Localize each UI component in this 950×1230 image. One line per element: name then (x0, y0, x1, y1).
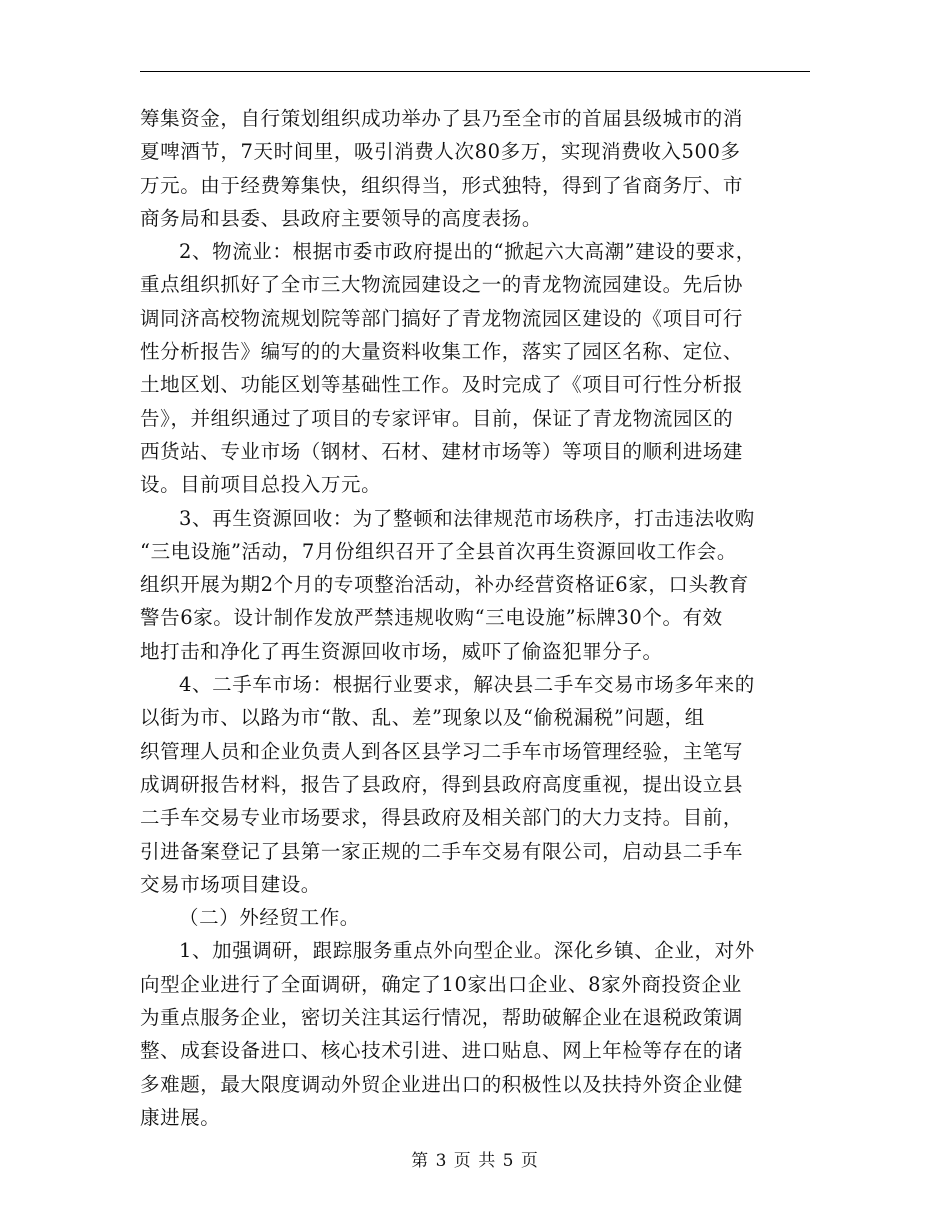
text-line: 地打击和净化了再生资源回收市场，威吓了偷盗犯罪分子。 (140, 639, 663, 663)
text-line: 为重点服务企业，密切关注其运行情况，帮助破解企业在退税政策调 (140, 1006, 744, 1030)
text-line: 商务局和县委、县政府主要领导的高度表扬。 (140, 206, 543, 230)
text-line: 组织开展为期2个月的专项整治活动，补办经营资格证6家，口头教育 (140, 573, 749, 597)
text-line: 康进展。 (140, 1105, 221, 1129)
text-line: 警告6家。设计制作发放严禁违规收购“三电设施”标牌30个。有效 (140, 606, 723, 630)
text-line: 织管理人员和企业负责人到各区县学习二手车市场管理经验，主笔写 (140, 739, 744, 763)
text-line: “三电设施”活动，7月份组织召开了全县首次再生资源回收工作会。 (140, 539, 737, 563)
text-line: 筹集资金，自行策划组织成功举办了县乃至全市的首届县级城市的消 (140, 107, 744, 130)
paragraph-first-line: 4、二手车市场：根据行业要求，解决县二手车交易市场多年来的 (179, 673, 755, 697)
paragraph-first-line: （二）外经贸工作。 (179, 906, 360, 930)
text-line: 以街为市、以路为市“散、乱、差”现象以及“偷税漏税”问题，组 (140, 706, 705, 730)
text-line: 整、成套设备进口、核心技术引进、进口贴息、网上年检等存在的诸 (140, 1039, 744, 1063)
paragraph-first-line: 1、加强调研，跟踪服务重点外向型企业。深化乡镇、企业，对外 (179, 939, 755, 963)
text-line: 性分析报告》编写的的大量资料收集工作，落实了园区名称、定位、 (140, 340, 744, 364)
text-line: 夏啤酒节，7天时间里，吸引消费人次80多万，实现消费收入500多 (140, 140, 741, 164)
paragraph-first-line: 2、物流业：根据市委市政府提出的“掀起六大高潮”建设的要求， (179, 240, 756, 264)
text-line: 告》，并组织通过了项目的专家评审。目前，保证了青龙物流园区的 (140, 406, 734, 430)
text-line: 西货站、专业市场（钢材、石材、建材市场等）等项目的顺利进场建 (140, 439, 744, 463)
text-line: 重点组织抓好了全市三大物流园建设之一的青龙物流园建设。先后协 (140, 273, 744, 297)
text-line: 成调研报告材料，报告了县政府，得到县政府高度重视，提出设立县 (140, 772, 744, 796)
header-rule (140, 71, 810, 72)
text-line: 多难题，最大限度调动外贸企业进出口的积极性以及扶持外资企业健 (140, 1072, 744, 1096)
paragraph-first-line: 3、再生资源回收：为了整顿和法律规范市场秩序，打击违法收购 (179, 506, 755, 530)
page-footer: 第 3 页 共 5 页 (411, 1151, 539, 1171)
text-line: 设。目前项目总投入万元。 (140, 473, 382, 497)
document-body (140, 102, 810, 1134)
text-line: 交易市场项目建设。 (140, 872, 321, 896)
text-line: 万元。由于经费筹集快，组织得当，形式独特，得到了省商务厅、市 (140, 173, 744, 197)
text-line: 土地区划、功能区划等基础性工作。及时完成了《项目可行性分析报 (140, 373, 744, 397)
text-line: 调同济高校物流规划院等部门搞好了青龙物流园区建设的《项目可行 (140, 306, 744, 330)
text-line: 引进备案登记了县第一家正规的二手车交易有限公司，启动县二手车 (140, 839, 744, 863)
text-line: 二手车交易专业市场要求，得县政府及相关部门的大力支持。目前， (140, 806, 744, 830)
text-line: 向型企业进行了全面调研，确定了10家出口企业、8家外商投资企业 (140, 972, 742, 996)
